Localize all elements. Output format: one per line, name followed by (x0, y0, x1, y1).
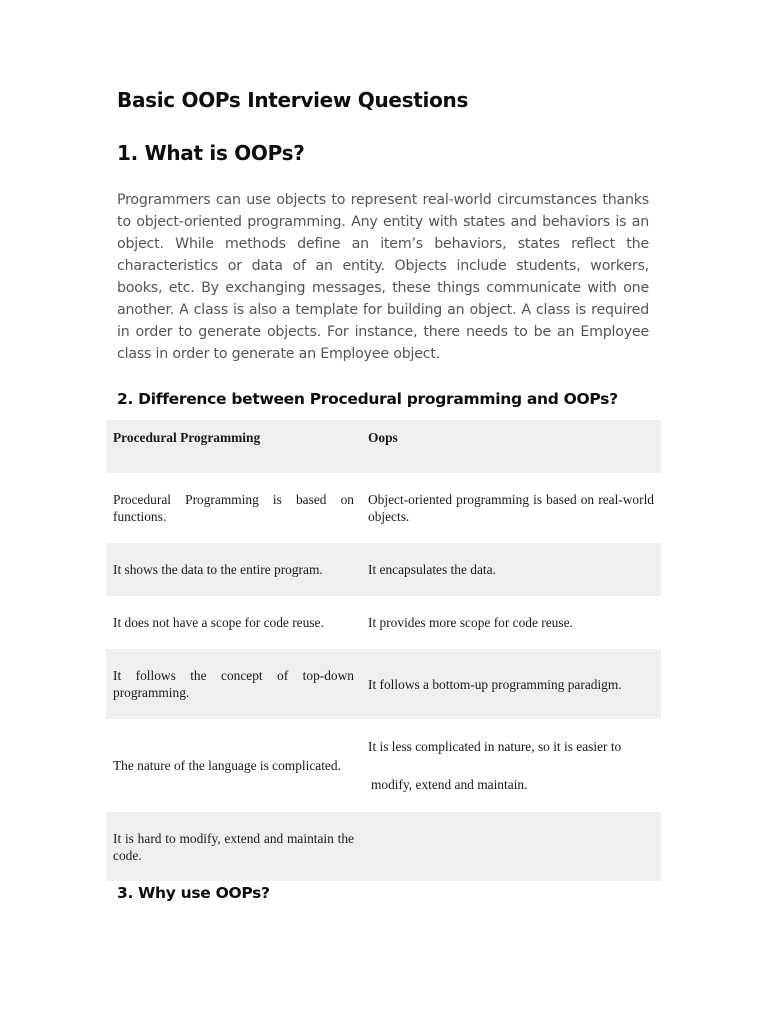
table-header-procedural: Procedural Programming (113, 430, 261, 445)
table-row (106, 719, 661, 812)
table-row (106, 473, 661, 543)
comparison-table (106, 420, 661, 881)
table-row (106, 649, 661, 719)
cell-line-gap (368, 755, 654, 776)
table-cell-oops-line-1: It is less complicated in nature, so it is easier to (368, 739, 622, 754)
table-cell-procedural: Procedural Programming is based on functions. (113, 492, 354, 524)
table-cell-oops-line-2: modify, extend and maintain. (371, 777, 528, 792)
question-1-heading: 1. What is OOPs? (117, 141, 305, 165)
table-row (106, 596, 661, 649)
table-cell-procedural: It does not have a scope for code reuse. (113, 615, 324, 630)
document-title: Basic OOPs Interview Questions (117, 88, 469, 112)
table-header-oops: Oops (368, 430, 398, 445)
question-1-paragraph: Programmers can use objects to represent real-world circumstances thanks to object-oriented programming. Any entity with states and behaviors is an object. While methods define an item’s behaviors, states reflect the characteristics or data of an entity. Objects include students, workers, books, etc. By exchanging messages, these things communicate with one another. A class is also a template for building an object. A class is required in order to generate objects. For instance, there needs to be an Employee class in order to generate an Employee object. (117, 192, 649, 362)
table-row (106, 812, 661, 881)
question-3-heading: 3. Why use OOPs? (117, 884, 270, 902)
table-cell-oops (361, 812, 661, 881)
question-2-heading: 2. Difference between Procedural programming and OOPs? (117, 390, 618, 408)
table-cell-procedural: The nature of the language is complicated. (113, 758, 341, 773)
table-cell-procedural: It is hard to modify, extend and maintain the code. (113, 830, 354, 863)
table-cell-oops: It follows a bottom-up programming paradigm. (368, 676, 622, 692)
table-cell-oops: It encapsulates the data. (368, 562, 496, 577)
table-cell-oops (361, 719, 661, 812)
table-cell-oops: It provides more scope for code reuse. (368, 615, 573, 630)
table-cell-procedural: It shows the data to the entire program. (113, 562, 323, 577)
table-row (106, 543, 661, 596)
table-cell-procedural: It follows the concept of top-down programming. (113, 668, 354, 700)
table-cell-oops: Object-oriented programming is based on real-world objects. (368, 492, 654, 524)
table-header-row (106, 420, 661, 473)
